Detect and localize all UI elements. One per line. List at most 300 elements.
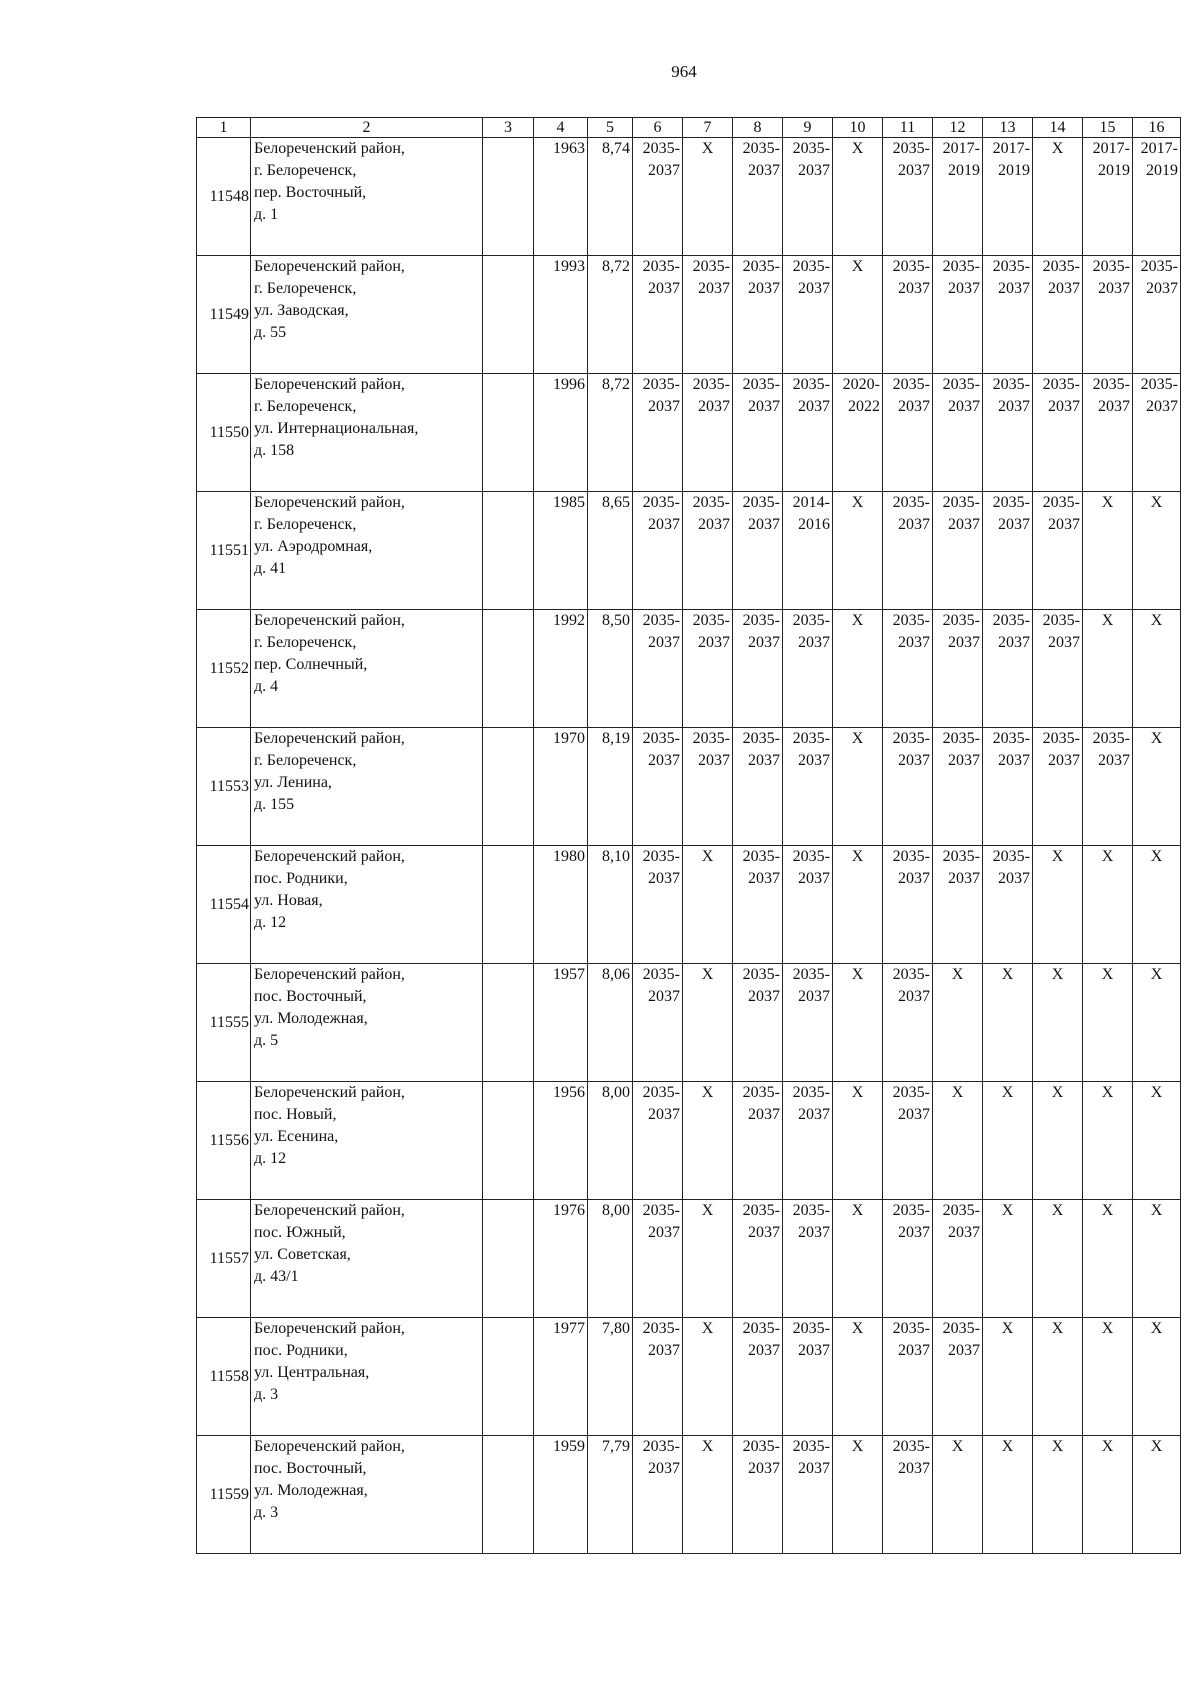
period-start: 2035-: [1140, 258, 1178, 275]
period-end: 2037: [698, 398, 730, 415]
table-row: [197, 1082, 1181, 1200]
address-line: ул. Молодежная,: [254, 1010, 368, 1027]
period-start: X: [851, 258, 864, 275]
column-3-cell: [483, 1436, 534, 1554]
period-cell: [633, 1082, 683, 1200]
period-start: 2035-: [1042, 258, 1080, 275]
period-end: 2037: [748, 516, 780, 533]
period-cell: [1033, 256, 1083, 374]
period-end: 2037: [898, 1224, 930, 1241]
period-cell: [633, 728, 683, 846]
period-start: X: [951, 966, 964, 983]
period-end: 2019: [1146, 162, 1178, 179]
year-cell: 1977: [534, 1318, 588, 1436]
period-start: 2035-: [642, 1320, 680, 1337]
header-row: [197, 118, 1181, 138]
period-cell: [1033, 492, 1083, 610]
period-start: 2035-: [1042, 612, 1080, 629]
address-line: пос. Восточный,: [254, 1460, 367, 1477]
year-cell: 1992: [534, 610, 588, 728]
period-cell: [633, 138, 683, 256]
address-line: пер. Солнечный,: [254, 656, 368, 673]
period-start: X: [1101, 966, 1114, 983]
period-cell: [633, 374, 683, 492]
period-cell: [933, 610, 983, 728]
period-cell: [983, 1318, 1033, 1436]
period-cell: [833, 374, 883, 492]
period-cell: [1133, 846, 1181, 964]
period-cell: [933, 964, 983, 1082]
period-start: 2035-: [742, 258, 780, 275]
address-cell: [251, 256, 483, 374]
record-number: 11553: [197, 728, 251, 846]
period-cell: [1133, 610, 1181, 728]
period-cell: [783, 374, 833, 492]
address-line: пос. Восточный,: [254, 988, 367, 1005]
period-end: 2037: [898, 516, 930, 533]
address-line: д. 41: [254, 560, 287, 577]
period-end: 2037: [648, 1106, 680, 1123]
address-cell: [251, 138, 483, 256]
period-end: 2037: [798, 280, 830, 297]
period-cell: [783, 1082, 833, 1200]
period-cell: [1033, 610, 1083, 728]
address-line: Белореченский район,: [254, 612, 405, 629]
period-cell: [683, 610, 733, 728]
period-cell: [1133, 1436, 1181, 1554]
period-start: X: [951, 1438, 964, 1455]
period-start: 2035-: [792, 1084, 830, 1101]
period-start: 2035-: [892, 612, 930, 629]
period-start: X: [851, 612, 864, 629]
period-cell: [883, 138, 933, 256]
address-line: д. 55: [254, 324, 287, 341]
period-cell: [733, 256, 783, 374]
period-cell: [933, 846, 983, 964]
period-start: 2035-: [642, 612, 680, 629]
period-cell: [783, 728, 833, 846]
address-line: пер. Восточный,: [254, 184, 367, 201]
period-cell: [1133, 728, 1181, 846]
address-line: Белореченский район,: [254, 1084, 405, 1101]
period-start: 2035-: [1042, 494, 1080, 511]
period-start: X: [1001, 1320, 1014, 1337]
period-start: 2035-: [642, 1438, 680, 1455]
period-cell: [1133, 256, 1181, 374]
period-cell: [683, 256, 733, 374]
period-start: 2035-: [992, 494, 1030, 511]
period-end: 2037: [798, 398, 830, 415]
year-cell: 1959: [534, 1436, 588, 1554]
period-start: 2035-: [642, 848, 680, 865]
period-end: 2037: [898, 752, 930, 769]
address-line: г. Белореченск,: [254, 398, 357, 415]
period-cell: [1083, 138, 1133, 256]
period-cell: [783, 1200, 833, 1318]
address-line: д. 1: [254, 206, 279, 223]
period-cell: [1133, 964, 1181, 1082]
record-number: 11557: [197, 1200, 251, 1318]
period-cell: [633, 1318, 683, 1436]
period-start: X: [1051, 848, 1064, 865]
period-start: 2035-: [892, 730, 930, 747]
period-start: 2035-: [642, 730, 680, 747]
value-cell: 8,10: [588, 846, 633, 964]
period-start: 2035-: [792, 258, 830, 275]
address-cell: [251, 964, 483, 1082]
period-end: 2037: [798, 162, 830, 179]
period-end: 2037: [948, 752, 980, 769]
period-start: 2035-: [792, 730, 830, 747]
period-end: 2037: [648, 1460, 680, 1477]
period-end: 2037: [698, 516, 730, 533]
period-start: 2017-: [1092, 140, 1130, 157]
year-cell: 1985: [534, 492, 588, 610]
period-end: 2037: [998, 280, 1030, 297]
address-cell: [251, 1200, 483, 1318]
period-cell: [883, 256, 933, 374]
period-end: 2037: [898, 1460, 930, 1477]
period-cell: [883, 964, 933, 1082]
period-cell: [733, 846, 783, 964]
period-start: 2035-: [742, 966, 780, 983]
period-start: X: [1001, 1084, 1014, 1101]
period-cell: [833, 256, 883, 374]
value-cell: 8,65: [588, 492, 633, 610]
period-start: 2014-: [792, 494, 830, 511]
period-start: 2035-: [742, 1202, 780, 1219]
period-cell: [933, 728, 983, 846]
address-line: ул. Центральная,: [254, 1364, 370, 1381]
period-start: 2035-: [1140, 376, 1178, 393]
period-end: 2037: [1146, 280, 1178, 297]
period-cell: [883, 728, 933, 846]
period-end: 2037: [798, 988, 830, 1005]
period-cell: [833, 138, 883, 256]
address-cell: [251, 492, 483, 610]
period-cell: [983, 138, 1033, 256]
period-cell: [933, 374, 983, 492]
year-cell: 1957: [534, 964, 588, 1082]
period-start: X: [1150, 1320, 1163, 1337]
period-cell: [683, 138, 733, 256]
period-end: 2037: [748, 1106, 780, 1123]
period-start: 2035-: [742, 848, 780, 865]
period-start: 2035-: [792, 1202, 830, 1219]
period-cell: [983, 256, 1033, 374]
period-start: 2035-: [642, 258, 680, 275]
period-cell: [933, 256, 983, 374]
period-start: X: [701, 1320, 714, 1337]
period-end: 2019: [1098, 162, 1130, 179]
period-cell: [1033, 728, 1083, 846]
record-number: 11552: [197, 610, 251, 728]
period-start: X: [701, 140, 714, 157]
period-start: X: [1150, 966, 1163, 983]
value-cell: 7,80: [588, 1318, 633, 1436]
period-end: 2037: [748, 162, 780, 179]
period-end: 2037: [648, 988, 680, 1005]
address-line: Белореченский район,: [254, 258, 405, 275]
period-start: 2035-: [792, 1320, 830, 1337]
period-cell: [783, 492, 833, 610]
page-number: 964: [671, 62, 697, 81]
address-line: д. 158: [254, 442, 295, 459]
period-start: 2035-: [892, 966, 930, 983]
period-start: 2035-: [742, 1438, 780, 1455]
value-cell: 8,06: [588, 964, 633, 1082]
period-end: 2037: [748, 1460, 780, 1477]
period-cell: [633, 1200, 683, 1318]
period-start: 2035-: [942, 494, 980, 511]
period-end: 2037: [648, 398, 680, 415]
period-cell: [1133, 1200, 1181, 1318]
period-end: 2037: [998, 634, 1030, 651]
period-cell: [833, 1318, 883, 1436]
column-3-cell: [483, 610, 534, 728]
address-cell: [251, 846, 483, 964]
period-start: 2035-: [792, 1438, 830, 1455]
record-number: 11549: [197, 256, 251, 374]
period-end: 2037: [698, 280, 730, 297]
period-cell: [933, 138, 983, 256]
period-cell: [783, 610, 833, 728]
period-start: 2035-: [942, 730, 980, 747]
period-start: 2035-: [1092, 258, 1130, 275]
period-cell: [683, 1436, 733, 1554]
period-end: 2037: [998, 398, 1030, 415]
period-end: 2037: [748, 988, 780, 1005]
period-cell: [733, 1436, 783, 1554]
column-3-cell: [483, 846, 534, 964]
address-line: ул. Интернациональная,: [254, 420, 419, 437]
table-row: [197, 374, 1181, 492]
address-line: г. Белореченск,: [254, 516, 357, 533]
period-start: 2035-: [692, 494, 730, 511]
period-start: 2035-: [892, 140, 930, 157]
column-header: 1: [197, 118, 251, 138]
period-end: 2037: [648, 870, 680, 887]
period-start: 2035-: [692, 730, 730, 747]
period-end: 2037: [998, 752, 1030, 769]
period-start: X: [701, 966, 714, 983]
period-cell: [633, 256, 683, 374]
address-line: Белореченский район,: [254, 966, 405, 983]
period-start: 2035-: [742, 730, 780, 747]
period-end: 2037: [748, 752, 780, 769]
value-cell: 8,00: [588, 1200, 633, 1318]
period-cell: [633, 846, 683, 964]
year-cell: 1976: [534, 1200, 588, 1318]
period-end: 2037: [648, 516, 680, 533]
period-end: 2037: [798, 1342, 830, 1359]
period-cell: [833, 492, 883, 610]
column-header: 3: [483, 118, 534, 138]
period-cell: [733, 728, 783, 846]
period-cell: [833, 728, 883, 846]
period-cell: [783, 256, 833, 374]
period-cell: [983, 610, 1033, 728]
address-line: г. Белореченск,: [254, 280, 357, 297]
period-cell: [1033, 846, 1083, 964]
year-cell: 1980: [534, 846, 588, 964]
period-start: X: [701, 1438, 714, 1455]
period-start: 2035-: [942, 1320, 980, 1337]
period-cell: [783, 846, 833, 964]
period-cell: [1133, 374, 1181, 492]
address-line: ул. Аэродромная,: [254, 538, 373, 555]
period-end: 2037: [898, 988, 930, 1005]
period-start: X: [851, 730, 864, 747]
period-start: 2035-: [642, 376, 680, 393]
address-line: д. 155: [254, 796, 295, 813]
period-start: 2035-: [742, 1320, 780, 1337]
period-cell: [783, 964, 833, 1082]
period-cell: [683, 964, 733, 1082]
value-cell: 8,19: [588, 728, 633, 846]
period-cell: [733, 1200, 783, 1318]
period-cell: [1083, 1318, 1133, 1436]
period-start: X: [1150, 848, 1163, 865]
period-cell: [1083, 374, 1133, 492]
address-cell: [251, 728, 483, 846]
period-start: 2035-: [692, 612, 730, 629]
period-cell: [883, 1318, 933, 1436]
value-cell: 8,74: [588, 138, 633, 256]
column-header: 11: [883, 118, 933, 138]
period-end: 2037: [1048, 752, 1080, 769]
period-cell: [1083, 1082, 1133, 1200]
period-end: 2037: [798, 752, 830, 769]
table-row: [197, 964, 1181, 1082]
period-cell: [983, 846, 1033, 964]
year-cell: 1963: [534, 138, 588, 256]
value-cell: 8,50: [588, 610, 633, 728]
period-cell: [633, 492, 683, 610]
period-end: 2037: [898, 280, 930, 297]
period-end: 2037: [898, 1106, 930, 1123]
period-start: X: [1001, 1438, 1014, 1455]
table-row: [197, 728, 1181, 846]
column-header: 13: [983, 118, 1033, 138]
period-start: X: [1101, 848, 1114, 865]
column-header: 12: [933, 118, 983, 138]
period-start: 2035-: [1092, 376, 1130, 393]
period-start: X: [851, 1084, 864, 1101]
period-start: 2035-: [1042, 376, 1080, 393]
period-start: 2035-: [892, 376, 930, 393]
period-start: X: [1150, 1438, 1163, 1455]
period-cell: [633, 964, 683, 1082]
table-row: [197, 492, 1181, 610]
period-start: X: [1150, 494, 1163, 511]
period-end: 2037: [898, 870, 930, 887]
period-cell: [683, 492, 733, 610]
column-header: 14: [1033, 118, 1083, 138]
period-start: X: [1051, 1320, 1064, 1337]
period-end: 2037: [948, 280, 980, 297]
period-end: 2037: [948, 398, 980, 415]
period-start: 2035-: [742, 1084, 780, 1101]
period-end: 2037: [948, 634, 980, 651]
address-line: пос. Южный,: [254, 1224, 346, 1241]
address-line: Белореченский район,: [254, 730, 405, 747]
period-end: 2037: [1048, 634, 1080, 651]
period-start: X: [851, 848, 864, 865]
period-cell: [983, 374, 1033, 492]
address-line: ул. Советская,: [254, 1246, 351, 1263]
period-end: 2037: [748, 1342, 780, 1359]
column-3-cell: [483, 138, 534, 256]
period-start: X: [851, 140, 864, 157]
address-line: г. Белореченск,: [254, 752, 357, 769]
period-end: 2037: [1048, 398, 1080, 415]
period-cell: [733, 1318, 783, 1436]
period-cell: [983, 1200, 1033, 1318]
period-end: 2037: [748, 870, 780, 887]
period-start: 2035-: [742, 612, 780, 629]
period-start: X: [701, 1084, 714, 1101]
period-start: X: [851, 494, 864, 511]
period-cell: [733, 1082, 783, 1200]
period-end: 2016: [798, 516, 830, 533]
period-end: 2037: [648, 752, 680, 769]
address-line: Белореченский район,: [254, 376, 405, 393]
period-cell: [1133, 1082, 1181, 1200]
address-cell: [251, 1082, 483, 1200]
period-start: X: [1051, 966, 1064, 983]
period-start: X: [701, 1202, 714, 1219]
period-start: X: [1001, 1202, 1014, 1219]
period-cell: [983, 1436, 1033, 1554]
period-start: X: [1101, 1320, 1114, 1337]
year-cell: 1970: [534, 728, 588, 846]
period-end: 2037: [898, 398, 930, 415]
period-cell: [1133, 138, 1181, 256]
column-header: 8: [733, 118, 783, 138]
period-cell: [1083, 610, 1133, 728]
period-cell: [783, 1318, 833, 1436]
address-line: пос. Родники,: [254, 1342, 348, 1359]
year-cell: 1956: [534, 1082, 588, 1200]
period-cell: [883, 846, 933, 964]
value-cell: 8,72: [588, 374, 633, 492]
period-cell: [833, 846, 883, 964]
period-cell: [1083, 256, 1133, 374]
address-line: д. 43/1: [254, 1268, 299, 1285]
period-end: 2037: [648, 162, 680, 179]
period-end: 2037: [998, 870, 1030, 887]
record-number: 11559: [197, 1436, 251, 1554]
address-line: Белореченский район,: [254, 1438, 405, 1455]
period-start: 2035-: [892, 1202, 930, 1219]
column-3-cell: [483, 1082, 534, 1200]
table-row: [197, 138, 1181, 256]
address-line: пос. Родники,: [254, 870, 348, 887]
period-cell: [983, 1082, 1033, 1200]
period-cell: [833, 1436, 883, 1554]
period-end: 2037: [1098, 398, 1130, 415]
period-cell: [883, 1436, 933, 1554]
period-start: 2035-: [1042, 730, 1080, 747]
period-end: 2037: [998, 516, 1030, 533]
table-row: [197, 1436, 1181, 1554]
address-line: Белореченский район,: [254, 1202, 405, 1219]
table-row: [197, 1200, 1181, 1318]
column-header: 15: [1083, 118, 1133, 138]
period-start: X: [851, 966, 864, 983]
period-start: X: [1150, 730, 1163, 747]
